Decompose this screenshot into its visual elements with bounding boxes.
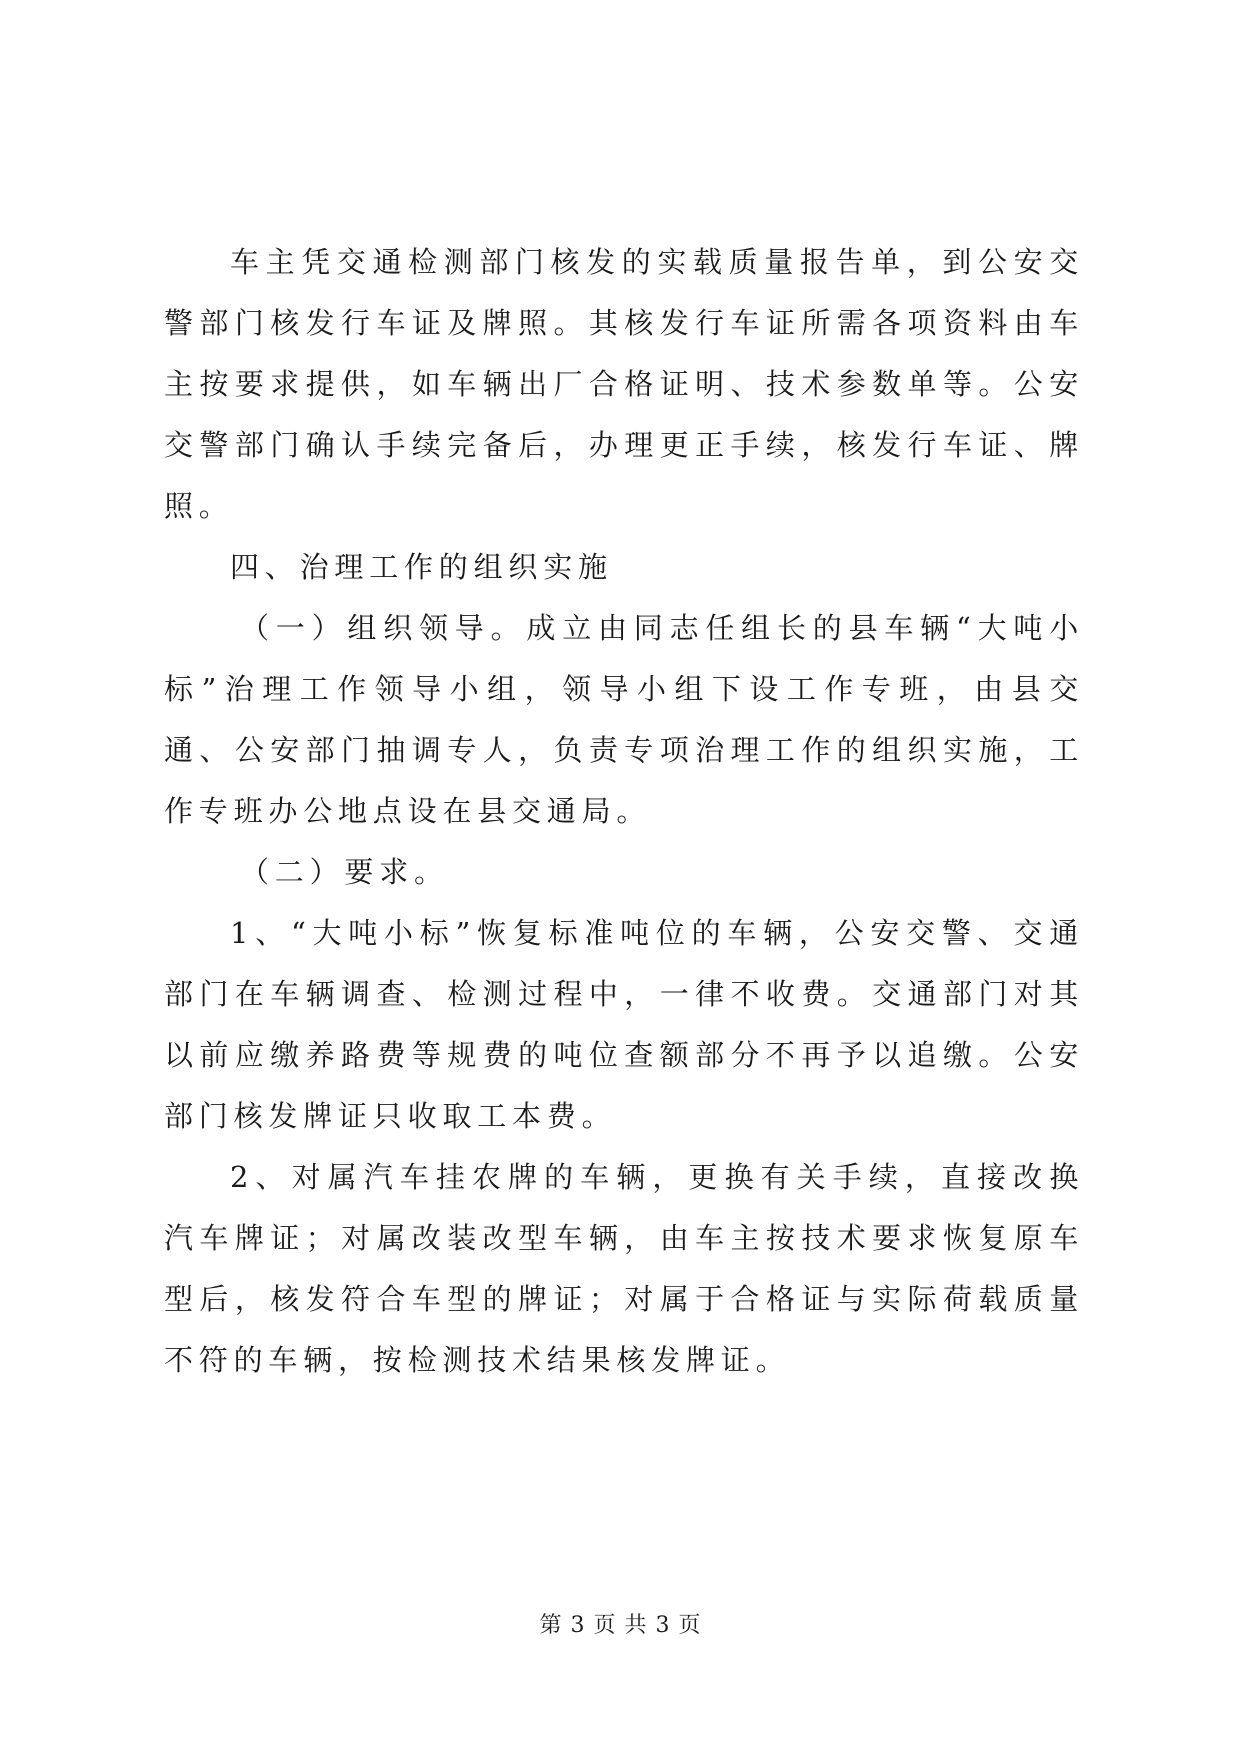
page-footer: 第 3 页 共 3 页 [539, 1613, 702, 1638]
section-heading-organization: 四、治理工作的组织实施 [230, 550, 613, 584]
paragraph-leadership: （一）组织领导。成立由同志任组长的县车辆“大吨小标”治理工作领导小组，领导小组下设工作专班，由县交通、公安部门抽调专人，负责专项治理工作的组织实施，工作专班办公地点设在县交通局。 [164, 611, 1084, 828]
paragraph-requirement-1: 1、“大吨小标”恢复标准吨位的车辆，公安交警、交通部门在车辆调查、检测过程中，一律不收费。交通部门对其以前应缴养路费等规费的吨位查额部分不再予以追缴。公安部门核发牌证只收取工本费。 [164, 916, 1084, 1133]
paragraph-requirements-heading: （二）要求。 [240, 855, 449, 889]
paragraph-requirement-2: 2、对属汽车挂农牌的车辆，更换有关手续，直接改换汽车牌证；对属改装改型车辆，由车主按技术要求恢复原车型后，核发符合车型的牌证；对属于合格证与实际荷载质量不符的车辆，按检测技术结果核发牌证。 [164, 1160, 1084, 1377]
document-body [164, 232, 1084, 1391]
paragraph-license-issuance: 车主凭交通检测部门核发的实载质量报告单，到公安交警部门核发行车证及牌照。其核发行车证所需各项资料由车主按要求提供，如车辆出厂合格证明、技术参数单等。公安交警部门确认手续完备后，办理更正手续，核发行车证、牌照。 [164, 245, 1084, 523]
